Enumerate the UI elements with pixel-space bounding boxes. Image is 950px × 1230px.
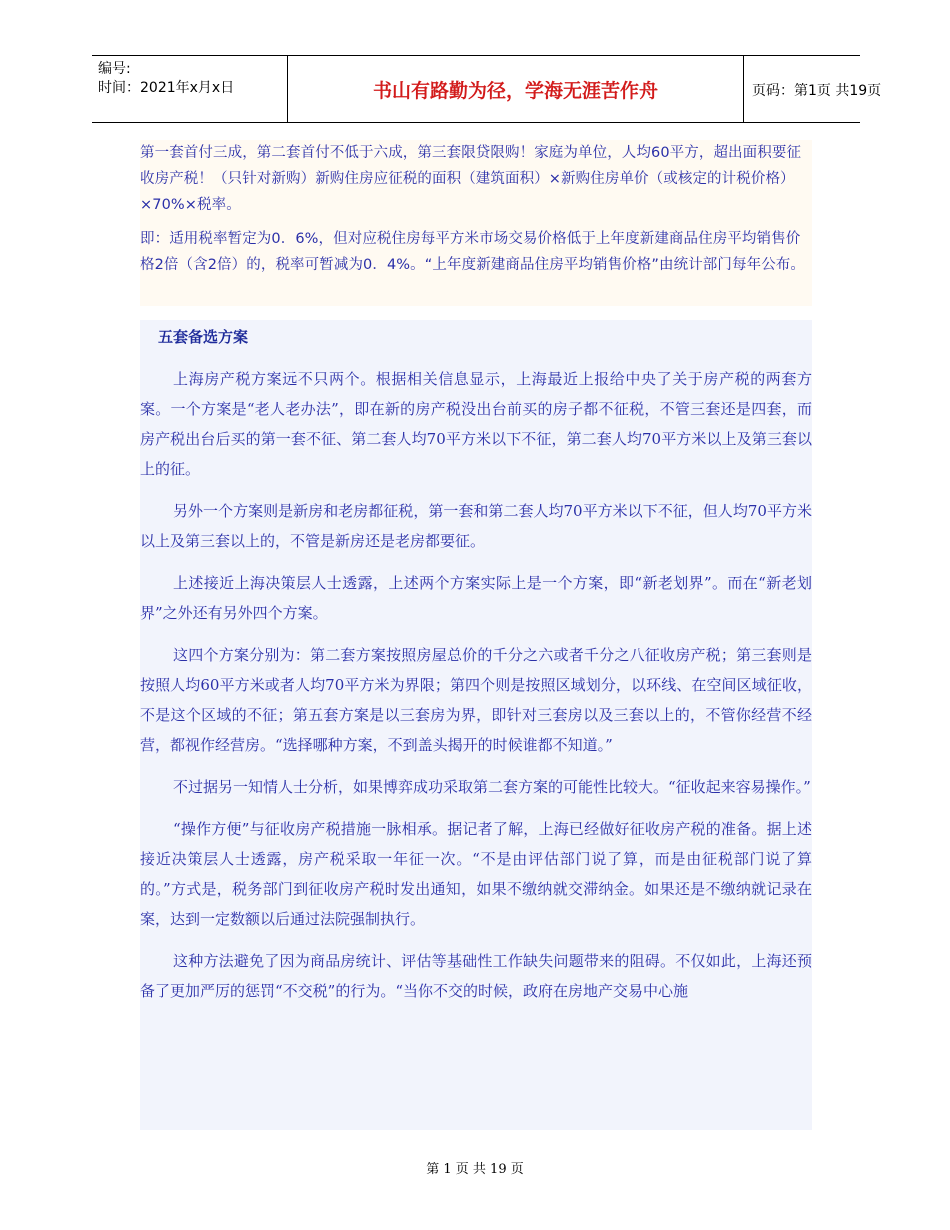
section-paragraph: 这四个方案分别为：第二套方案按照房屋总价的千分之六或者千分之八征收房产税；第三套则是按照人均60平方米或者人均70平方米为界限；第四个则是按照区域划分，以环线、在空间区域征收，不是这个区域的不征；第五套方案是以三套房为界，即针对三套房以及三套以上的，不管你经营不经营，都视作经营房。“选择哪种方案，不到盖头揭开的时候谁都不知道。” xyxy=(140,646,812,754)
intro-paragraph-2: 即：适用税率暂定为0．6%，但对应税住房每平方米市场交易价格低于上年度新建商品住房平均销售价格2倍（含2倍）的，税率可暂减为0．4%。“上年度新建商品住房平均销售价格”由统计部门每年公布。 xyxy=(140,231,805,273)
section-paragraph: 另外一个方案则是新房和老房都征税，第一套和第二套人均70平方米以下不征，但人均70平方米以上及第三套以上的，不管是新房还是老房都要征。 xyxy=(140,502,812,550)
section-paragraph: 不过据另一知情人士分析，如果博弈成功采取第二套方案的可能性比较大。“征收起来容易操作。” xyxy=(173,778,811,796)
section-body xyxy=(140,364,812,1018)
header-left-cell xyxy=(92,56,287,122)
header-page-cell xyxy=(742,56,882,122)
serial-number-label: 编号: xyxy=(98,61,131,77)
section-box xyxy=(140,320,812,1130)
section-paragraph: “操作方便”与征收房产税措施一脉相承。据记者了解，上海已经做好征收房产税的准备。据上述接近决策层人士透露，房产税采取一年征一次。“不是由评估部门说了算，而是由征税部门说了算的。”方式是，税务部门到征收房产税时发出通知，如果不缴纳就交滞纳金。如果还是不缴纳就记录在案，达到一定数额以后通过法院强制执行。 xyxy=(140,820,812,928)
page-footer: 第 1 页 共 19 页 xyxy=(426,1162,524,1177)
header-motto: 书山有路勤为径，学海无涯苦作舟 xyxy=(372,80,658,102)
header-motto-cell xyxy=(287,56,744,122)
section-paragraph: 上海房产税方案远不只两个。根据相关信息显示，上海最近上报给中央了关于房产税的两套方案。一个方案是“老人老办法”，即在新的房产税没出台前买的房子都不征税，不管三套还是四套，而房产税出台后买的第一套不征、第二套人均70平方米以下不征，第二套人均70平方米以上及第三套以上的征。 xyxy=(140,370,812,478)
date-label: 时间：2021年x月x日 xyxy=(98,80,235,96)
page-header xyxy=(92,55,882,123)
section-heading: 五套备选方案 xyxy=(158,328,249,346)
section-paragraph: 上述接近上海决策层人士透露，上述两个方案实际上是一个方案，即“新老划界”。而在“新老划界”之外还有另外四个方案。 xyxy=(140,574,812,622)
section-paragraph: 这种方法避免了因为商品房统计、评估等基础性工作缺失问题带来的阻碍。不仅如此，上海还预备了更加严厉的惩罚“不交税”的行为。“当你不交的时候，政府在房地产交易中心施 xyxy=(140,952,812,1000)
intro-paragraph-1: 第一套首付三成，第二套首付不低于六成，第三套限贷限购！家庭为单位，人均60平方，超出面积要征收房产税！（只针对新购）新购住房应征税的面积（建筑面积）×新购住房单价（或核定的计税价格）×70%×税率。 xyxy=(140,145,802,213)
intro-box xyxy=(140,140,812,306)
header-page-info: 页码：第1页 共19页 xyxy=(752,83,882,99)
